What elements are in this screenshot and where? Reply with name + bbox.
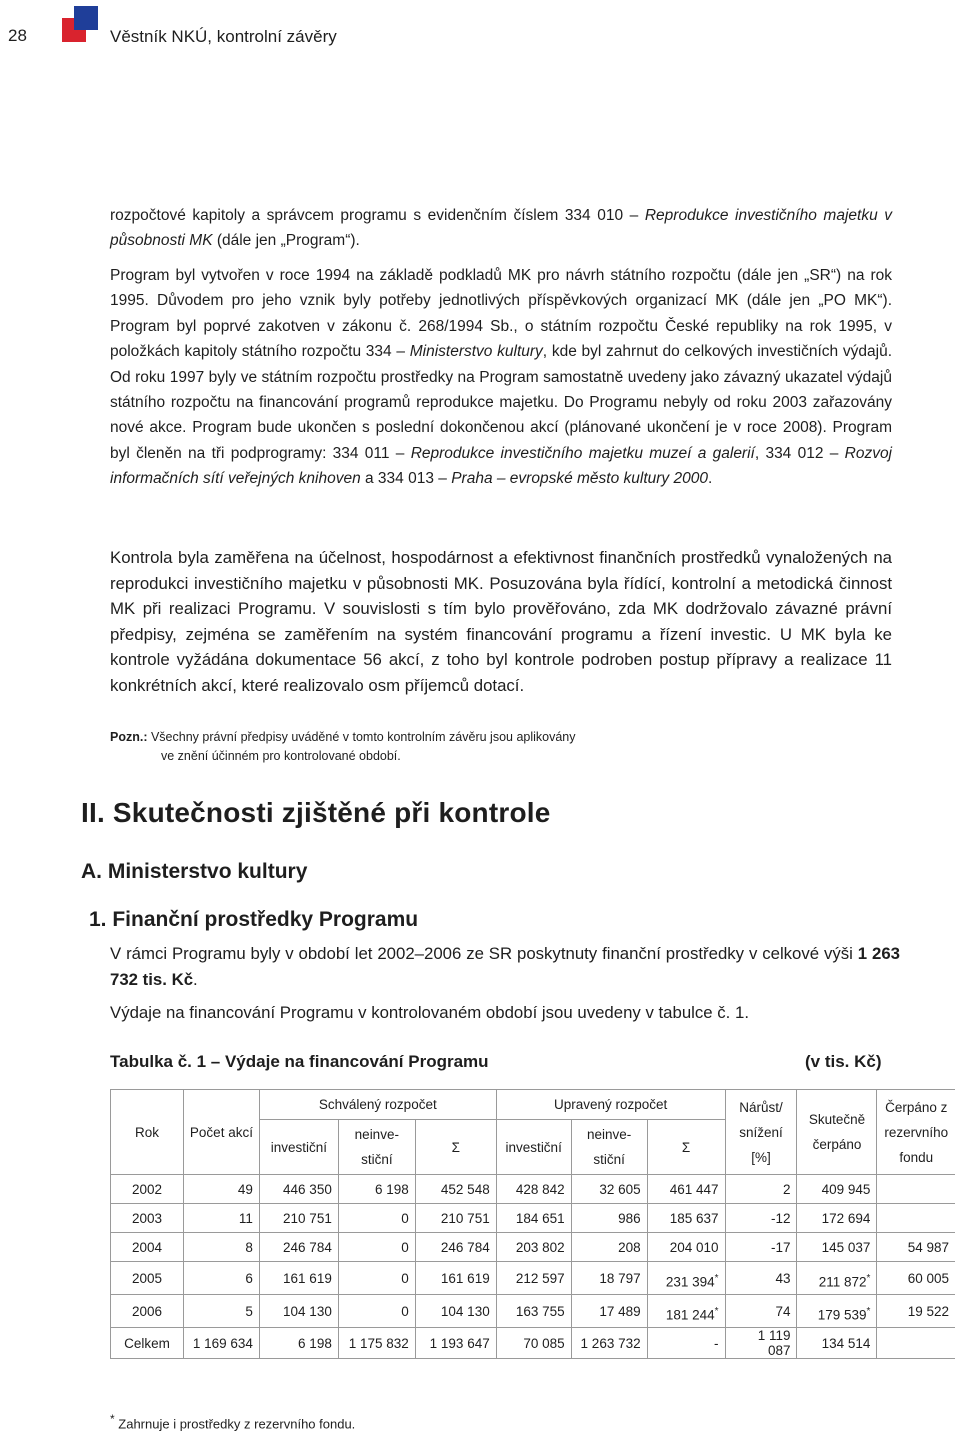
cell-u-inv: 428 842 xyxy=(496,1175,571,1204)
cell-skut: 134 514 xyxy=(797,1328,877,1359)
cell-rez xyxy=(877,1328,955,1359)
header-title: Věstník NKÚ, kontrolní závěry xyxy=(110,27,337,46)
table-row xyxy=(111,1175,956,1204)
cell-s-neinv: 6 198 xyxy=(338,1175,415,1204)
header-s-investicni: investiční xyxy=(259,1120,338,1175)
cell-s-sum: 104 130 xyxy=(415,1295,496,1328)
section-heading: II. Skutečnosti zjištěné při kontrole xyxy=(81,797,551,828)
cell-pocet: 8 xyxy=(183,1233,259,1262)
header-pocet-akci: Počet akcí xyxy=(183,1090,259,1175)
cell-s-sum: 1 193 647 xyxy=(415,1328,496,1359)
cell-s-inv: 246 784 xyxy=(259,1233,338,1262)
cell-s-inv: 104 130 xyxy=(259,1295,338,1328)
cell-s-inv: 210 751 xyxy=(259,1204,338,1233)
header-narust: Nárůst/ snížení [%] xyxy=(725,1090,797,1175)
cell-u-neinv: 32 605 xyxy=(571,1175,647,1204)
cell-rok: 2005 xyxy=(111,1262,184,1295)
cell-skut: 409 945 xyxy=(797,1175,877,1204)
cell-u-sum: 185 637 xyxy=(647,1204,725,1233)
cell-s-neinv: 0 xyxy=(338,1295,415,1328)
cell-rok: 2002 xyxy=(111,1175,184,1204)
cell-skut: 211 872* xyxy=(797,1262,877,1295)
cell-skut: 145 037 xyxy=(797,1233,877,1262)
header-u-investicni: investiční xyxy=(496,1120,571,1175)
table-row xyxy=(111,1233,956,1262)
cell-u-sum: - xyxy=(647,1328,725,1359)
asterisk-marker: * xyxy=(866,1305,871,1317)
asterisk-marker: * xyxy=(714,1305,719,1317)
cell-s-sum: 210 751 xyxy=(415,1204,496,1233)
cell-s-sum: 246 784 xyxy=(415,1233,496,1262)
cell-rok: Celkem xyxy=(111,1328,184,1359)
paragraph-table-reference: Výdaje na financování Programu v kontrolovaném období jsou uvedeny v tabulce č. 1. xyxy=(110,1003,750,1022)
header-s-sum: Σ xyxy=(415,1120,496,1175)
header-s-neinvesticni: neinvestiční xyxy=(338,1120,415,1175)
paragraph-program-intro: rozpočtové kapitoly a správcem programu s evidenčním číslem 334 010 – Reprodukce investičního majetku v působnosti MK (dále jen „Program“). xyxy=(110,207,893,250)
cell-narust: 2 xyxy=(725,1175,797,1204)
note: Pozn.: Všechny právní předpisy uváděné v tomto kontrolním závěru jsou aplikovány ve znění účinném pro kontrolované období. xyxy=(110,730,576,763)
cell-rok: 2003 xyxy=(111,1204,184,1233)
cell-skut: 172 694 xyxy=(797,1204,877,1233)
cell-s-sum: 452 548 xyxy=(415,1175,496,1204)
cell-u-inv: 70 085 xyxy=(496,1328,571,1359)
footnote: * Zahrnuje i prostředky z rezervního fondu. xyxy=(110,1412,356,1432)
table-row xyxy=(111,1204,956,1233)
cell-pocet: 5 xyxy=(183,1295,259,1328)
cell-s-inv: 6 198 xyxy=(259,1328,338,1359)
table-unit: (v tis. Kč) xyxy=(805,1052,882,1071)
cell-s-sum: 161 619 xyxy=(415,1262,496,1295)
expenditure-table xyxy=(110,1089,955,1359)
cell-u-inv: 184 651 xyxy=(496,1204,571,1233)
cell-s-neinv: 0 xyxy=(338,1233,415,1262)
cell-pocet: 11 xyxy=(183,1204,259,1233)
asterisk-marker: * xyxy=(714,1272,719,1284)
header-schvaleny-rozpocet: Schválený rozpočet xyxy=(259,1090,496,1120)
table-row-total xyxy=(111,1328,956,1359)
cell-narust: 43 xyxy=(725,1262,797,1295)
cell-rez: 19 522 xyxy=(877,1295,955,1328)
cell-u-neinv: 986 xyxy=(571,1204,647,1233)
paragraph-control-scope: Kontrola byla zaměřena na účelnost, hospodárnost a efektivnost finančních prostředků vynaložených na reprodukci investičního majetku v působnosti MK. Posuzována byla řídící, kontrolní a metodická činnost MK při realizaci Programu. V souvislosti s tím bylo prověřováno, zda MK dodržovalo závazné právní předpisy, zejména se zaměřením na systém financování programu a řízení investic. U MK byla ke kontrole vyžádána dokumentace 56 akcí, z toho byl kontrole podroben postup přípravy a realizace 11 konkrétních akcí, které realizovalo osm příjemců dotací. xyxy=(110,548,892,695)
cell-rok: 2004 xyxy=(111,1233,184,1262)
table-caption: Tabulka č. 1 – Výdaje na financování Programu xyxy=(110,1052,489,1071)
paragraph-financing-total: V rámci Programu byly v období let 2002–2006 ze SR poskytnuty finanční prostředky v celkové výši 1 263 732 tis. Kč. xyxy=(110,944,900,989)
cell-rok: 2006 xyxy=(111,1295,184,1328)
cell-rez: 54 987 xyxy=(877,1233,955,1262)
nku-logo-icon xyxy=(62,6,100,42)
cell-narust: -12 xyxy=(725,1204,797,1233)
cell-u-sum: 204 010 xyxy=(647,1233,725,1262)
cell-u-neinv: 1 263 732 xyxy=(571,1328,647,1359)
cell-rez: 60 005 xyxy=(877,1262,955,1295)
subsection-heading: A. Ministerstvo kultury xyxy=(81,860,308,883)
asterisk-marker: * xyxy=(866,1272,871,1284)
cell-s-neinv: 0 xyxy=(338,1262,415,1295)
cell-pocet: 1 169 634 xyxy=(183,1328,259,1359)
cell-skut: 179 539* xyxy=(797,1295,877,1328)
table-row xyxy=(111,1295,956,1328)
cell-pocet: 6 xyxy=(183,1262,259,1295)
header-rok: Rok xyxy=(111,1090,184,1175)
cell-rez xyxy=(877,1204,955,1233)
cell-u-sum: 461 447 xyxy=(647,1175,725,1204)
cell-u-inv: 163 755 xyxy=(496,1295,571,1328)
header-skutecne-cerpano: Skutečně čerpáno xyxy=(797,1090,877,1175)
cell-s-neinv: 0 xyxy=(338,1204,415,1233)
cell-u-inv: 212 597 xyxy=(496,1262,571,1295)
cell-u-inv: 203 802 xyxy=(496,1233,571,1262)
header-u-sum: Σ xyxy=(647,1120,725,1175)
cell-narust: 74 xyxy=(725,1295,797,1328)
table-row xyxy=(111,1262,956,1295)
cell-s-inv: 446 350 xyxy=(259,1175,338,1204)
page-number: 28 xyxy=(8,26,27,45)
cell-u-neinv: 208 xyxy=(571,1233,647,1262)
cell-u-sum: 231 394* xyxy=(647,1262,725,1295)
header-upraveny-rozpocet: Upravený rozpočet xyxy=(496,1090,725,1120)
header-u-neinvesticni: neinvestiční xyxy=(571,1120,647,1175)
cell-u-neinv: 17 489 xyxy=(571,1295,647,1328)
cell-u-neinv: 18 797 xyxy=(571,1262,647,1295)
paragraph-program-history: Program byl vytvořen v roce 1994 na základě podkladů MK pro návrh státního rozpočtu (dále jen „SR“) na rok 1995. Důvodem pro jeho vznik byly potřeby jednotlivých příspěvkových organizací MK (dále jen „PO MK“). Program byl poprvé zakotven v zákonu č. 268/1994 Sb., o státním rozpočtu České republiky na rok 1995, v položkách kapitoly státního rozpočtu 334 – Ministerstvo kultury, kde byl zahrnut do celkových investičních výdajů. Od roku 1997 byly ve státním rozpočtu prostředky na Program samostatně uvedeny jako závazný ukazatel výdajů státního rozpočtu na financování programů reprodukce majetku. Do Programu nebyly od roku 2003 zařazovány nové akce. Program bude ukončen s poslední dokončenou akcí (plánované ukončení je v roce 2008). Program byl členěn na tři podprogramy: 334 011 – Reprodukce investičního majetku muzeí a galerií, 334 012 – Rozvoj informačních sítí veřejných knihoven a 334 013 – Praha – evropské město kultury 2000. xyxy=(110,267,893,488)
cell-u-sum: 181 244* xyxy=(647,1295,725,1328)
cell-s-inv: 161 619 xyxy=(259,1262,338,1295)
subsubsection-heading: 1. Finanční prostředky Programu xyxy=(89,908,419,931)
cell-narust: -17 xyxy=(725,1233,797,1262)
cell-pocet: 49 xyxy=(183,1175,259,1204)
cell-narust: 1 119 087 xyxy=(725,1328,797,1359)
cell-rez xyxy=(877,1175,955,1204)
cell-s-neinv: 1 175 832 xyxy=(338,1328,415,1359)
header-cerpano-z-rezervniho-fondu: Čerpáno z rezervního fondu xyxy=(877,1090,955,1175)
